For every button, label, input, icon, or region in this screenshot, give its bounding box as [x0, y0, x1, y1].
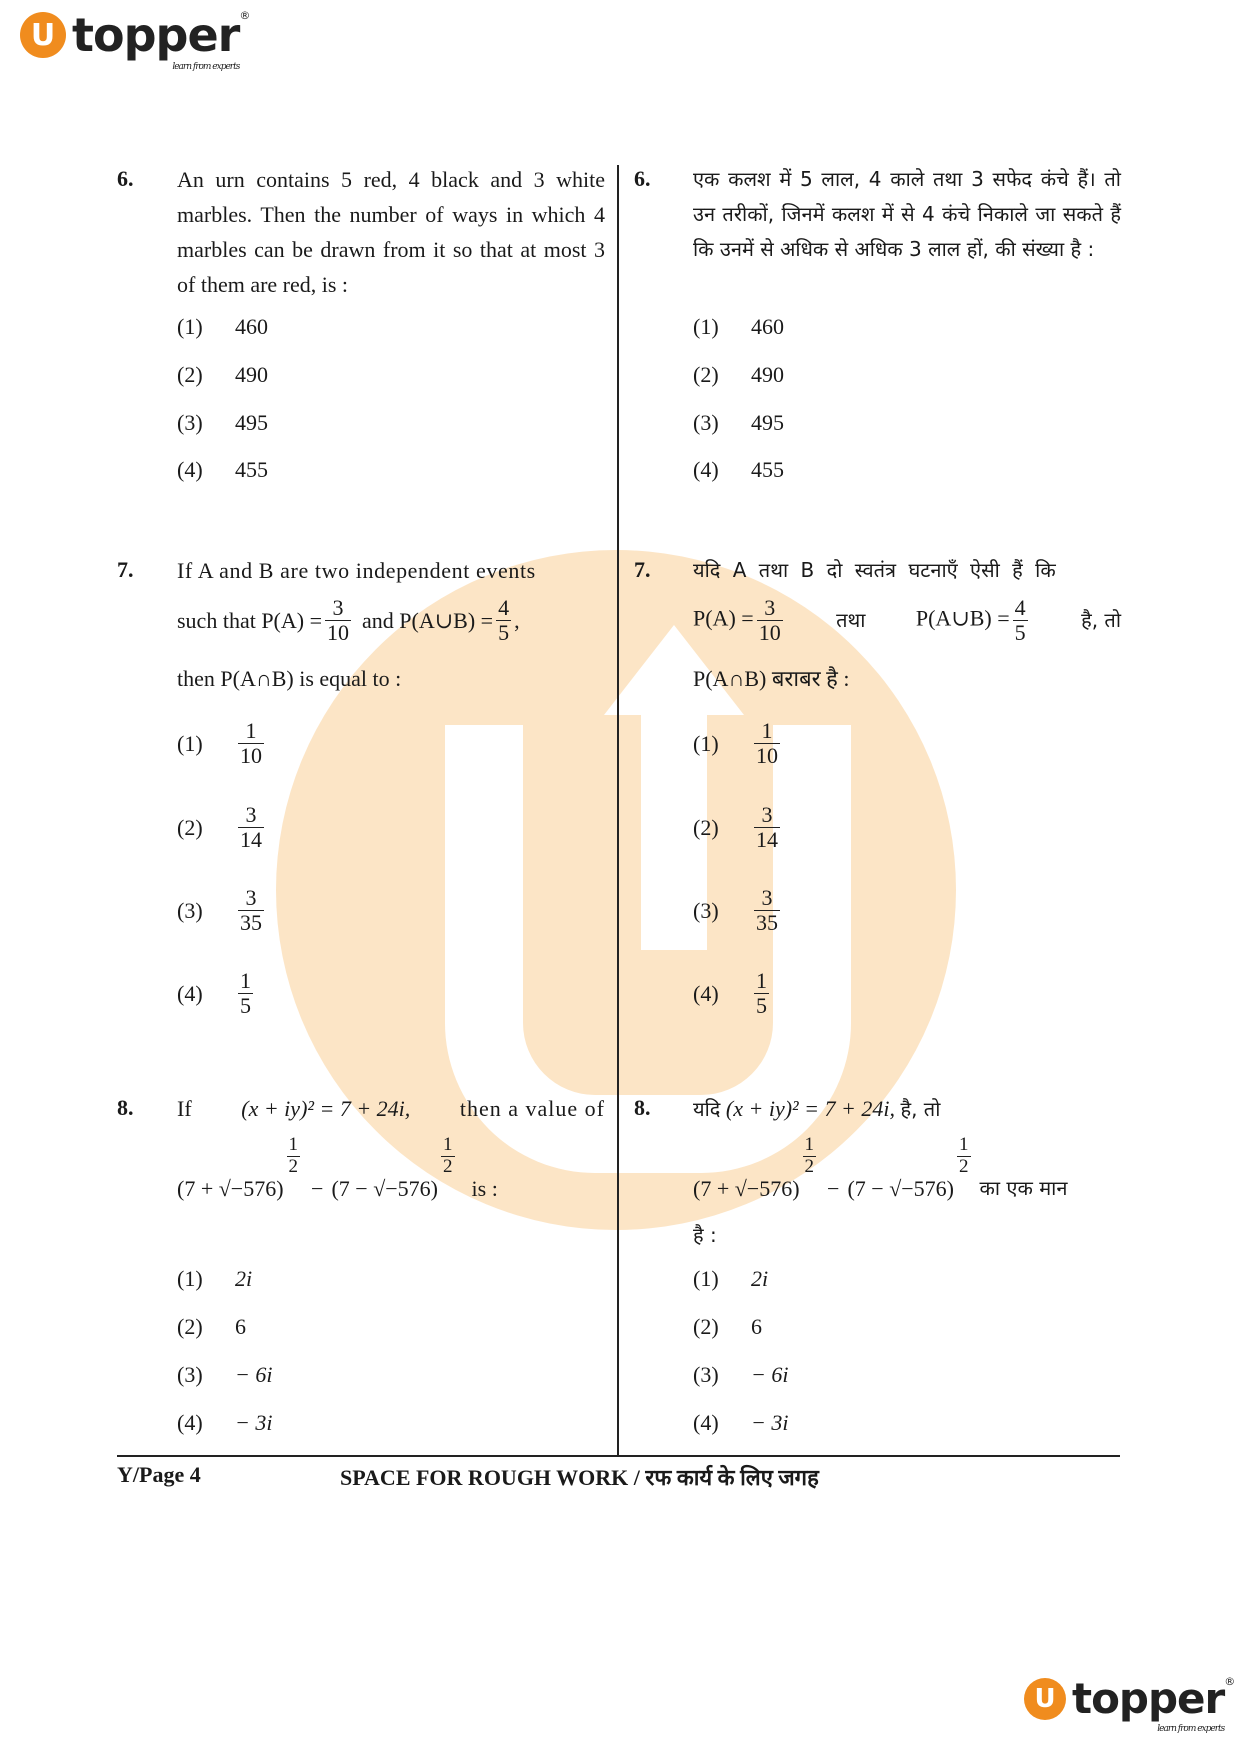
q7-option-4-en: (4) $\frac{1}{5}$	[177, 968, 251, 1019]
q7-option-2-en: (2) $\frac{3}{14}$	[177, 802, 262, 853]
q7-option-4-hi: (4) $\frac{1}{5}$	[693, 968, 767, 1019]
q8-option-2-hi: (2) 6	[693, 1314, 762, 1339]
logo-tagline-bottom: learn from experts	[1157, 1724, 1225, 1734]
q8-line1-hi: यदि (x + iy)² = 7 + 24i, है, तो	[693, 1096, 941, 1121]
q7-option-3-hi: (3) $\frac{3}{35}$	[693, 885, 778, 936]
q8-line1-en: If (x + iy)² = 7 + 24i, then a value of	[177, 1096, 605, 1121]
logo-name: topper	[72, 8, 240, 62]
q7-line3-en: then P(A∩B) is equal to :	[177, 666, 402, 691]
q6-option-1-en: (1) 460	[177, 314, 268, 339]
q8-line3-hi: है :	[693, 1223, 717, 1247]
logo-reg: ®	[239, 9, 250, 22]
q8-option-2-en: (2) 6	[177, 1314, 246, 1339]
q6-text-hi: एक कलश में 5 लाल, 4 काले तथा 3 सफेद कंचे हैं। तो उन तरीकों, जिनमें कलश में से 4 कंचे निकाले जा सकते हैं कि उनमें से अधिक से अधिक 3 लाल हों, की संख्या है :	[693, 167, 1121, 261]
q8-option-3-hi: (3) − 6i	[693, 1362, 789, 1387]
q6-number-hi: 6.	[634, 166, 651, 191]
q6-option-2-en: (2) 490	[177, 362, 268, 387]
q8-number-en: 8.	[117, 1095, 134, 1120]
rough-work-label: SPACE FOR ROUGH WORK / रफ कार्य के लिए जगह	[340, 1465, 819, 1490]
q6-option-3-en: (3) 495	[177, 410, 268, 435]
q8-option-1-hi: (1) 2i	[693, 1266, 769, 1291]
column-divider	[617, 165, 619, 1455]
q8-option-3-en: (3) − 6i	[177, 1362, 273, 1387]
q6-text-en: An urn contains 5 red, 4 black and 3 white marbles. Then the number of ways in which 4 marbles can be drawn from it so that at most 3 of them are red, is :	[177, 167, 605, 297]
q8-option-4-en: (4) − 3i	[177, 1410, 273, 1435]
q7-line2-en: such that P(A) = $\frac{3}{10}$ and P(A∪B) = $\frac{4}{5}$ ,	[177, 595, 520, 646]
q6-option-3-hi: (3) 495	[693, 410, 784, 435]
logo-badge: U	[20, 12, 66, 58]
logo-name-bottom: topper	[1072, 1674, 1225, 1723]
q7-option-3-en: (3) $\frac{3}{35}$	[177, 885, 262, 936]
page-number: Y/Page 4	[117, 1462, 201, 1487]
q8-number-hi: 8.	[634, 1095, 651, 1120]
q7-number-hi: 7.	[634, 557, 651, 582]
q7-line1-hi: यदि A तथा B दो स्वतंत्र घटनाएँ ऐसी हैं कि	[693, 558, 1056, 582]
q6-option-2-hi: (2) 490	[693, 362, 784, 387]
q6-number-en: 6.	[117, 166, 134, 191]
footer-rule	[117, 1455, 1120, 1457]
top-logo	[20, 8, 250, 72]
logo-tagline: learn from experts	[172, 62, 240, 72]
q7-number-en: 7.	[117, 557, 134, 582]
q8-option-1-en: (1) 2i	[177, 1266, 253, 1291]
q7-option-2-hi: (2) $\frac{3}{14}$	[693, 802, 778, 853]
q6-option-4-hi: (4) 455	[693, 457, 784, 482]
q7-option-1-hi: (1) $\frac{1}{10}$	[693, 718, 778, 769]
q8-line2-en: (7 + √−576) $\frac{1}{2}$ − (7 − √−576) $\frac{1}{2}$ is :	[177, 1134, 498, 1201]
q8-line2-hi: (7 + √−576) $\frac{1}{2}$ − (7 − √−576) $\frac{1}{2}$ का एक मान	[693, 1134, 1068, 1201]
q7-line2-hi: P(A) = $\frac{3}{10}$ तथा P(A∪B) = $\frac{4}{5}$ है, तो	[693, 595, 1121, 646]
q7-option-1-en: (1) $\frac{1}{10}$	[177, 718, 262, 769]
q8-option-4-hi: (4) − 3i	[693, 1410, 789, 1435]
q7-line3-hi: P(A∩B) बराबर है :	[693, 666, 850, 691]
q7-line1-en: If A and B are two independent events	[177, 558, 536, 583]
bottom-logo	[1024, 1674, 1235, 1734]
logo-reg-bottom: ®	[1224, 1675, 1235, 1688]
q6-option-1-hi: (1) 460	[693, 314, 784, 339]
logo-badge-bottom: U	[1024, 1678, 1066, 1720]
q6-option-4-en: (4) 455	[177, 457, 268, 482]
